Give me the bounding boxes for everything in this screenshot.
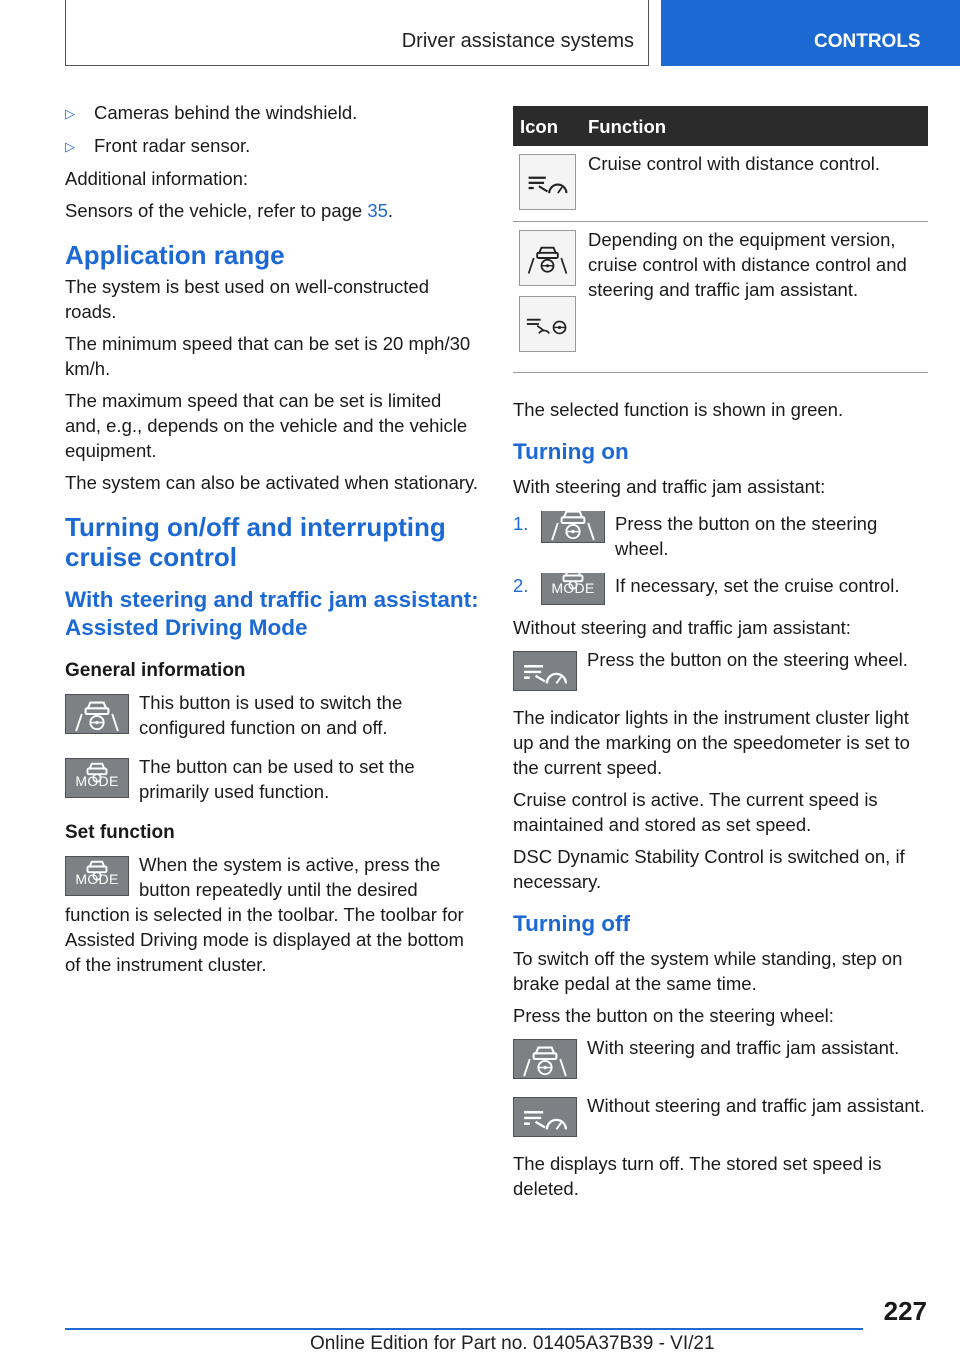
footer-edition: Online Edition for Part no. 01405A37B39 - VI/21 — [310, 1333, 715, 1354]
step-item — [513, 573, 928, 607]
assist-button-icon — [541, 511, 605, 543]
paragraph: Press the button on the steering wheel: — [513, 1005, 834, 1026]
step-item — [513, 511, 928, 561]
paragraph: When the system is active, press the button repeatedly until the desired function is selected in the toolbar. The toolbar for Assisted Driving mode is displayed at the bottom of the instrument cluster. — [65, 854, 464, 975]
additional-info-label: Additional information: — [65, 168, 249, 189]
icon-function-table — [513, 106, 928, 373]
step-text: Press the button on the steering wheel. — [615, 513, 878, 559]
table-cell-icon — [513, 222, 588, 372]
set-function-heading: Set function — [65, 822, 175, 843]
sensors-reference: Sensors of the vehicle, refer to page 35. — [65, 200, 394, 221]
bullet-item — [65, 133, 479, 159]
assist-button-icon — [65, 694, 129, 734]
step-number: 1. — [513, 513, 529, 534]
table-cell-icon — [513, 146, 588, 221]
paragraph: Press the button on the steering wheel. — [587, 649, 908, 670]
triangle-bullet-icon: ▷ — [65, 139, 75, 154]
column-header-icon: Icon — [520, 115, 559, 137]
paragraph: Without steering and traffic jam assistant. — [587, 1095, 925, 1116]
assist-button-info — [65, 690, 479, 740]
turning-heading: Turning on/off and interrupting cruise control — [65, 512, 446, 572]
cruise-steering-icon — [519, 296, 576, 352]
paragraph: To switch off the system while standing, step on brake pedal at the same time. — [513, 948, 903, 994]
cruise-button-info — [513, 1093, 928, 1137]
turning-off-heading: Turning off — [513, 911, 631, 936]
mode-button-icon: MODE — [65, 856, 129, 896]
triangle-bullet-icon: ▷ — [65, 106, 75, 121]
table-cell-function: Cruise control with distance control. — [588, 153, 881, 174]
paragraph: This button is used to switch the configured function on and off. — [139, 692, 403, 738]
header-chapter-tab[interactable] — [661, 0, 960, 66]
paragraph: The indicator lights in the instrument cluster light up and the marking on the speedometer is set to the current speed. — [513, 707, 910, 778]
paragraph: The selected function is shown in green. — [513, 399, 844, 420]
page-link[interactable]: 35 — [367, 200, 388, 221]
left-column — [65, 100, 479, 977]
table-cell-function: Depending on the equipment version, cruise control with distance control and steering and traffic jam assistant. — [588, 229, 907, 300]
paragraph: Without steering and traffic jam assistant: — [513, 617, 851, 638]
paragraph: The minimum speed that can be set is 20 mph/30 km/h. — [65, 333, 471, 379]
application-range-heading: Application range — [65, 240, 285, 270]
bullet-item — [65, 100, 479, 126]
page-number: 227 — [883, 1296, 927, 1326]
paragraph: Cruise control is active. The current speed is maintained and stored as set speed. — [513, 789, 878, 835]
bullet-text: Cameras behind the windshield. — [94, 102, 358, 123]
column-header-function: Function — [588, 115, 667, 137]
mode-button-icon: MODE — [541, 573, 605, 605]
footer-divider — [65, 1328, 863, 1330]
header-chapter-title: CONTROLS — [814, 31, 921, 52]
header-section-box — [65, 0, 649, 66]
assist-button-icon — [513, 1039, 577, 1079]
general-information-heading: General information — [65, 660, 246, 681]
step-number: 2. — [513, 575, 529, 596]
paragraph: The button can be used to set the primarily used function. — [139, 756, 415, 802]
assisted-driving-subheading: With steering and traffic jam assistant: Assisted Driving Mode — [65, 587, 479, 640]
mode-button-icon: MODE — [65, 758, 129, 798]
right-column — [513, 103, 928, 1208]
cruise-button-icon — [513, 651, 577, 691]
bullet-text: Front radar sensor. — [94, 135, 251, 156]
header-section-title: Driver assistance systems — [401, 30, 634, 52]
assist-icon — [519, 230, 576, 286]
paragraph: With steering and traffic jam assistant: — [513, 476, 826, 497]
set-function-info — [65, 852, 479, 977]
assist-button-info — [513, 1035, 928, 1079]
cruise-button-icon — [513, 1097, 577, 1137]
paragraph: DSC Dynamic Stability Control is switched on, if necessary. — [513, 846, 905, 892]
cruise-distance-icon — [519, 154, 576, 210]
paragraph: The displays turn off. The stored set speed is deleted. — [513, 1153, 882, 1199]
paragraph: The maximum speed that can be set is limited and, e.g., depends on the vehicle and the vehicle equipment. — [65, 390, 468, 461]
table-header — [513, 106, 928, 146]
table-row — [513, 146, 928, 222]
paragraph: With steering and traffic jam assistant. — [587, 1037, 900, 1058]
mode-button-info — [65, 754, 479, 804]
table-row — [513, 222, 928, 373]
step-text: If necessary, set the cruise control. — [615, 575, 900, 596]
cruise-button-info — [513, 647, 928, 691]
turning-on-heading: Turning on — [513, 439, 629, 464]
paragraph: The system is best used on well-constructed roads. — [65, 276, 429, 322]
paragraph: The system can also be activated when stationary. — [65, 472, 479, 493]
